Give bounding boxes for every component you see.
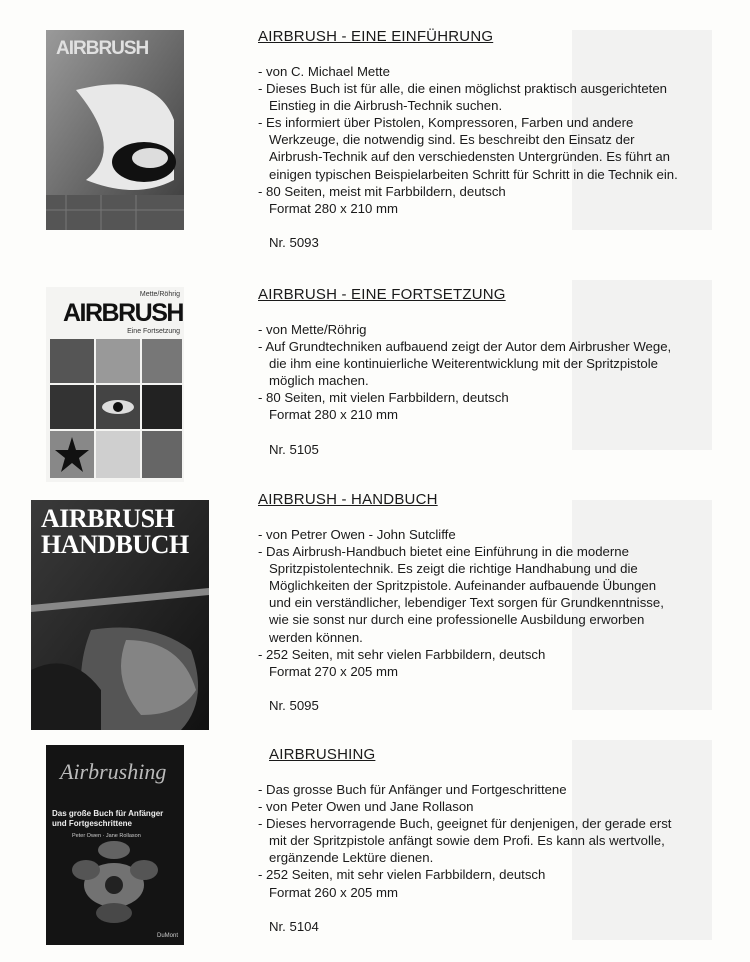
cover-title: AIRBRUSH <box>63 299 183 327</box>
description-line: - von C. Michael Mette <box>258 64 390 79</box>
book-cover-2 <box>46 287 184 482</box>
cover-title: AIRBRUSH <box>56 38 149 59</box>
description-line: - Dieses Buch ist für alle, die einen möglichst praktisch ausgerichteten <box>258 81 668 97</box>
description-line: Format 280 x 210 mm <box>269 200 398 216</box>
book-title: AIRBRUSH - EINE FORTSETZUNG <box>258 286 506 303</box>
order-number: Nr. 5105 <box>269 441 319 457</box>
description-line: Einstieg in die Airbrush-Technik suchen. <box>269 98 503 114</box>
order-number: Nr. 5104 <box>269 918 319 934</box>
cover-subtitle: Eine Fortsetzung <box>127 328 180 335</box>
description-line: - 80 Seiten, mit vielen Farbbildern, deutsch <box>258 390 509 406</box>
description-line: - von Petrer Owen - John Sutcliffe <box>258 527 456 542</box>
book-description <box>258 781 738 901</box>
description-line: möglich machen. <box>269 373 369 389</box>
cover-title: Airbrushing <box>60 759 167 784</box>
book-title: AIRBRUSH - HANDBUCH <box>258 491 438 508</box>
description-line: Spritzpistolentechnik. Es zeigt die richtige Handhabung und die <box>269 561 638 577</box>
order-number: Nr. 5095 <box>269 697 319 713</box>
cover-publisher: DuMont <box>156 933 178 939</box>
description-line: Format 280 x 210 mm <box>269 407 398 423</box>
book-entry-1 <box>258 28 738 250</box>
description-line: ergänzende Lektüre dienen. <box>269 850 434 866</box>
description-line: Airbrush-Technik auf den verschiedensten Untergründen. Es führt an <box>269 149 670 165</box>
description-line: - von Mette/Röhrig <box>258 322 367 337</box>
cover-subtitle: Das große Buch für Anfänger und Fortgeschrittene <box>52 809 164 828</box>
description-line: - Dieses hervorragende Buch, geeignet für denjenigen, der gerade erst <box>258 816 672 832</box>
book-title: AIRBRUSH - EINE EINFÜHRUNG <box>258 28 494 45</box>
description-line: - 252 Seiten, mit sehr vielen Farbbildern, deutsch <box>258 646 546 662</box>
description-line: Format 270 x 205 mm <box>269 663 398 679</box>
cover-authors: Mette/Röhrig <box>139 291 180 298</box>
book-entry-2 <box>258 286 738 457</box>
book-description <box>258 321 738 424</box>
description-line: Werkzeuge, die notwendig sind. Es beschreibt den Einsatz der <box>269 132 635 148</box>
description-line: - Das Airbrush-Handbuch bietet eine Einführung in die moderne <box>258 544 629 560</box>
cover-title-line-2: HANDBUCH <box>41 530 189 559</box>
description-line: - 252 Seiten, mit sehr vielen Farbbildern, deutsch <box>258 867 546 883</box>
description-line: Möglichkeiten der Spritzpistole. Aufeinander aufbauende Übungen <box>269 578 657 594</box>
book-description <box>258 526 738 680</box>
book-cover-4 <box>46 745 184 945</box>
description-line: die ihm eine kontinuierliche Weiterentwicklung mit der Spritzpistole <box>269 356 658 372</box>
book-description <box>258 63 738 217</box>
book-cover-1 <box>46 30 184 230</box>
book-cover-3 <box>31 500 209 730</box>
cover-title-line-1: AIRBRUSH <box>41 504 175 533</box>
cover-title <box>41 506 201 558</box>
description-line: - 80 Seiten, meist mit Farbbildern, deutsch <box>258 183 506 199</box>
description-line: einigen typischen Beispielarbeiten Schritt für Schritt in die Technik ein. <box>269 166 678 182</box>
description-line: - Es informiert über Pistolen, Kompressoren, Farben und andere <box>258 115 634 131</box>
description-line: - Das grosse Buch für Anfänger und Fortgeschrittene <box>258 782 567 797</box>
description-line: und ein verständlicher, lebendiger Text sorgen für Grundkenntnisse, <box>269 595 664 611</box>
book-entry-3 <box>258 491 738 713</box>
book-entry-4 <box>258 746 738 934</box>
description-line: Format 260 x 205 mm <box>269 884 398 900</box>
book-title: AIRBRUSHING <box>269 746 376 763</box>
description-line: - von Peter Owen und Jane Rollason <box>258 799 474 815</box>
description-line: - Auf Grundtechniken aufbauend zeigt der Autor dem Airbrusher Wege, <box>258 339 672 355</box>
cover-authors: Peter Owen · Jane Rollason <box>72 833 141 839</box>
description-line: wie sie sonst nur durch eine professionelle Ausbildung erworben <box>269 612 645 628</box>
description-line: werden können. <box>269 629 363 645</box>
order-number: Nr. 5093 <box>269 234 319 250</box>
description-line: mit der Spritzpistole anfängt sowie dem Profi. Es kann als wertvolle, <box>269 833 665 849</box>
